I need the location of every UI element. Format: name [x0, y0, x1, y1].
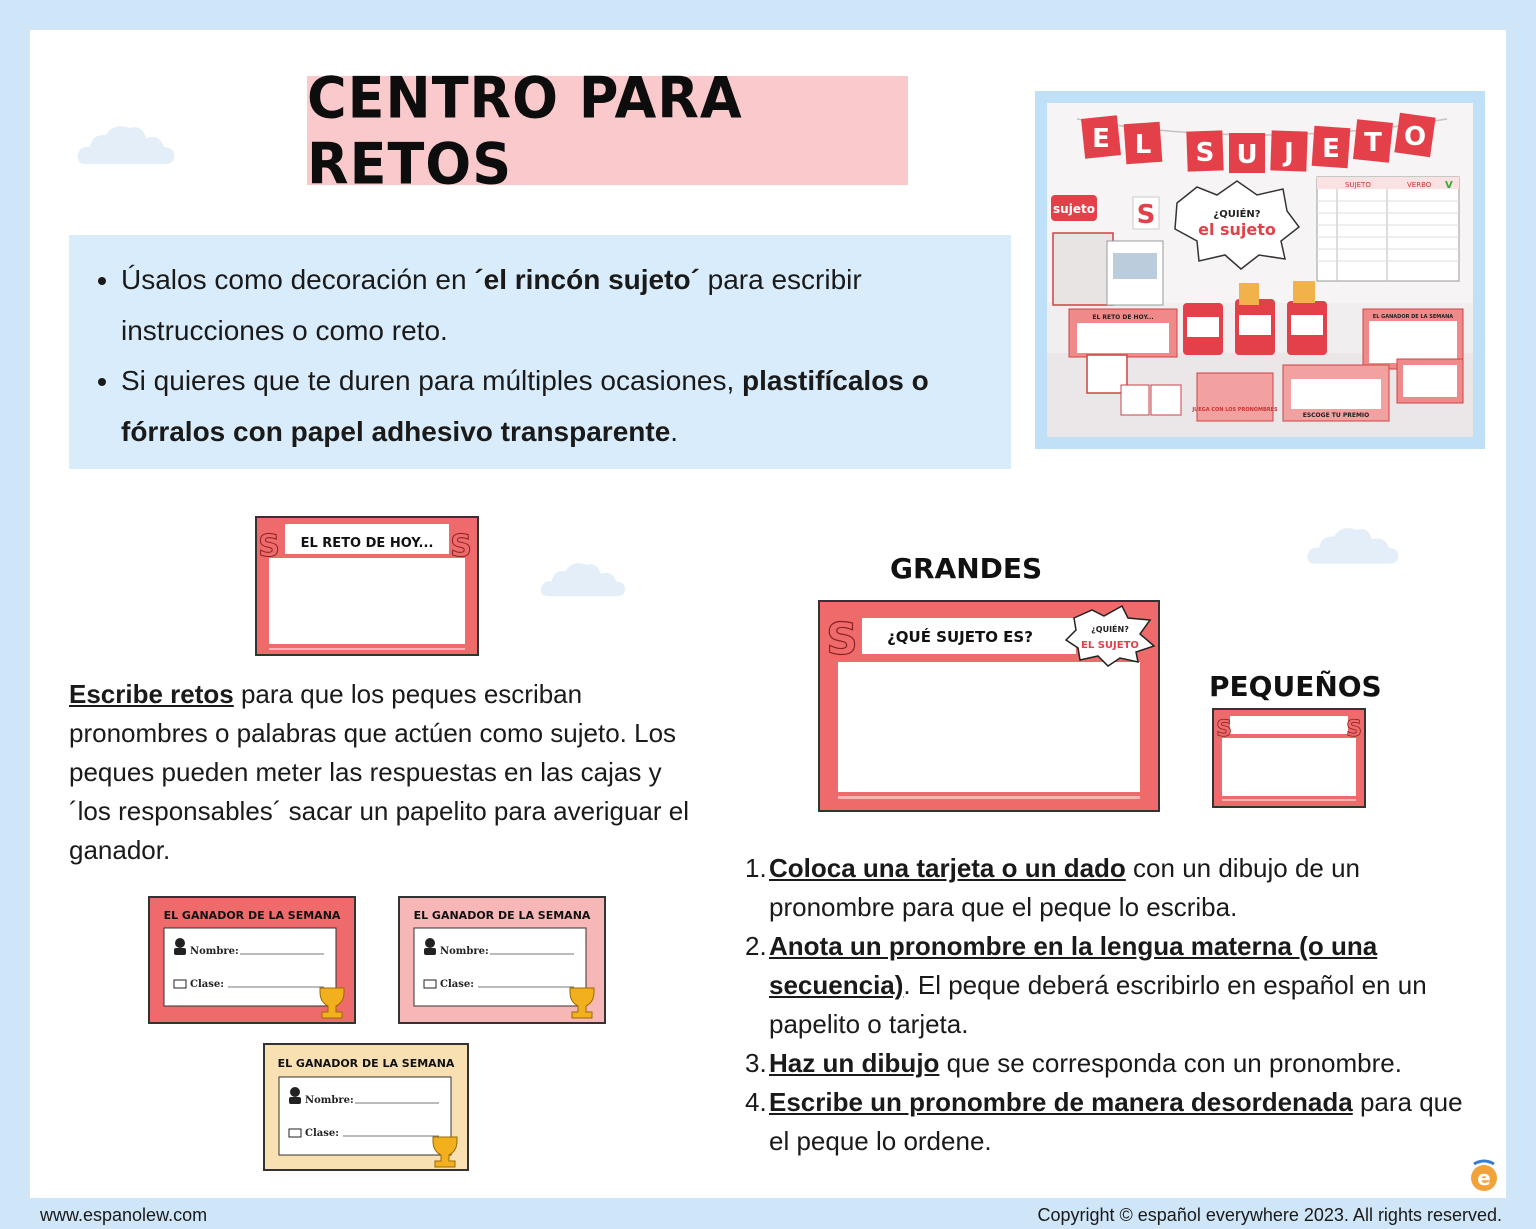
- trophy-icon: [320, 988, 344, 1018]
- cloud-icon: [76, 120, 176, 166]
- step-bold: Coloca una tarjeta o un dado: [769, 853, 1126, 883]
- s-logo-icon: S: [450, 529, 472, 564]
- step-number: 3.: [745, 1048, 767, 1078]
- grandes-card: [818, 600, 1160, 812]
- photo-card-text: EL GANADOR DE LA SEMANA: [1372, 314, 1454, 320]
- banner-letter: T: [1364, 128, 1382, 158]
- photo-card-text: EL RETO DE HOY...: [1092, 314, 1154, 321]
- clase-label: Clase:: [440, 979, 474, 990]
- ganador-card: [148, 896, 356, 1024]
- pequenos-heading: PEQUEÑOS: [1209, 670, 1382, 703]
- reto-paragraph: [69, 675, 709, 870]
- page-title: CENTRO PARA RETOS: [307, 64, 743, 197]
- step-number: 4.: [745, 1087, 767, 1117]
- steps-list: [745, 849, 1465, 1161]
- burst-text: ¿QUIÉN?: [1213, 209, 1261, 220]
- banner-letter: E: [1092, 124, 1110, 154]
- trophy-icon: [433, 1137, 457, 1167]
- ganador-title: EL GANADOR DE LA SEMANA: [163, 909, 341, 922]
- trophy-icon: [570, 988, 594, 1018]
- tip-item: [121, 356, 981, 457]
- paragraph-text: para que los peques escriban pronombres o palabras que actúen como sujeto. Los peques pueden meter las respuestas en las cajas y ´los responsables´ sacar un papelito para averiguar el ganador.: [69, 679, 690, 865]
- tip-item: [121, 255, 981, 356]
- step-text: con un dibujo de un pronombre para que el peque lo escriba.: [769, 853, 1361, 922]
- classroom-photo: [1035, 91, 1485, 449]
- tip-text: Si quieres que te duren para múltiples ocasiones,: [121, 365, 743, 396]
- reto-card: [255, 516, 479, 656]
- paragraph-lead: Escribe retos: [69, 679, 234, 709]
- ganador-title: EL GANADOR DE LA SEMANA: [277, 1057, 455, 1070]
- title-banner: [307, 64, 908, 197]
- tips-box: [69, 235, 1011, 469]
- s-logo-icon: S: [826, 614, 858, 665]
- footer-copyright: Copyright © español everywhere 2023. All rights reserved.: [1037, 1205, 1502, 1225]
- banner-letter: E: [1322, 134, 1340, 164]
- nombre-label: Nombre:: [190, 946, 239, 957]
- banner-letter: J: [1284, 138, 1294, 168]
- step-text: para que el peque lo ordene.: [769, 1087, 1463, 1156]
- step-number: 1.: [745, 853, 767, 883]
- step-item: [745, 1044, 1465, 1083]
- ganador-card: [263, 1043, 469, 1171]
- photo-box-text: JUEGA CON LOS PRONOMBRES: [1192, 407, 1278, 413]
- banner-letter: O: [1403, 122, 1427, 152]
- nombre-label: Nombre:: [305, 1095, 354, 1106]
- burst-text: el sujeto: [1198, 220, 1276, 239]
- classroom-illustration: [1047, 103, 1473, 437]
- ganador-title: EL GANADOR DE LA SEMANA: [413, 909, 591, 922]
- chart-header: V: [1445, 180, 1453, 191]
- step-item: [745, 1083, 1465, 1161]
- person-icon: [175, 938, 185, 948]
- person-icon: [290, 1087, 300, 1097]
- step-item: [745, 849, 1465, 927]
- tip-bold-text: plastifícalos o fórralos con papel adhesivo transparente: [121, 365, 929, 447]
- step-bold: Escribe un pronombre de manera desordenada: [769, 1087, 1353, 1117]
- step-bold: Anota un pronombre en la lengua materna (o una secuencia): [769, 931, 1378, 1000]
- grandes-card-label: ¿QUÉ SUJETO ES?: [887, 628, 1033, 646]
- cloud-icon: [538, 558, 628, 598]
- pequenos-card: [1212, 708, 1366, 808]
- banner-letter: U: [1236, 140, 1258, 170]
- tip-text: para escribir instrucciones o como reto.: [121, 264, 862, 346]
- ganador-card: [398, 896, 606, 1024]
- s-logo-icon: S: [1346, 717, 1362, 742]
- reto-card-label: EL RETO DE HOY...: [300, 536, 434, 551]
- sticker-letter: S: [1136, 200, 1156, 230]
- photo-box-text: ESCOGE TU PREMIO: [1302, 412, 1370, 419]
- step-text: que se corresponda con un pronombre.: [939, 1048, 1402, 1078]
- banner-letter: S: [1195, 138, 1215, 168]
- banner-letter: L: [1134, 130, 1152, 160]
- chart-header: SUJETO: [1345, 181, 1371, 189]
- burst-text: ¿QUIÉN?: [1091, 625, 1129, 634]
- tips-list: [121, 255, 981, 457]
- nombre-label: Nombre:: [440, 946, 489, 957]
- footer-website[interactable]: www.espanolew.com: [40, 1205, 208, 1225]
- clase-label: Clase:: [305, 1128, 339, 1139]
- clase-label: Clase:: [190, 979, 224, 990]
- grandes-heading: GRANDES: [890, 552, 1043, 585]
- logo-letter: e: [1477, 1166, 1491, 1190]
- tip-bold-text: ´el rincón sujeto´: [474, 264, 700, 295]
- step-bold: Haz un dibujo: [769, 1048, 940, 1078]
- step-text: . El peque deberá escribirlo en español en un papelito o tarjeta.: [769, 970, 1427, 1039]
- step-item: [745, 927, 1465, 1044]
- tip-text: .: [670, 415, 679, 447]
- step-number: 2.: [745, 931, 767, 961]
- person-icon: [425, 938, 435, 948]
- cloud-icon: [1306, 522, 1400, 566]
- chart-header: VERBO: [1407, 181, 1432, 189]
- burst-text: EL SUJETO: [1081, 640, 1139, 651]
- espanol-everywhere-logo-icon: [1468, 1158, 1500, 1192]
- sticker-text: sujeto: [1053, 202, 1095, 216]
- s-logo-icon: S: [1216, 717, 1232, 742]
- reto-card-graphic: [255, 516, 479, 656]
- s-logo-icon: S: [258, 529, 280, 564]
- tip-text: Úsalos como decoración en: [121, 264, 475, 295]
